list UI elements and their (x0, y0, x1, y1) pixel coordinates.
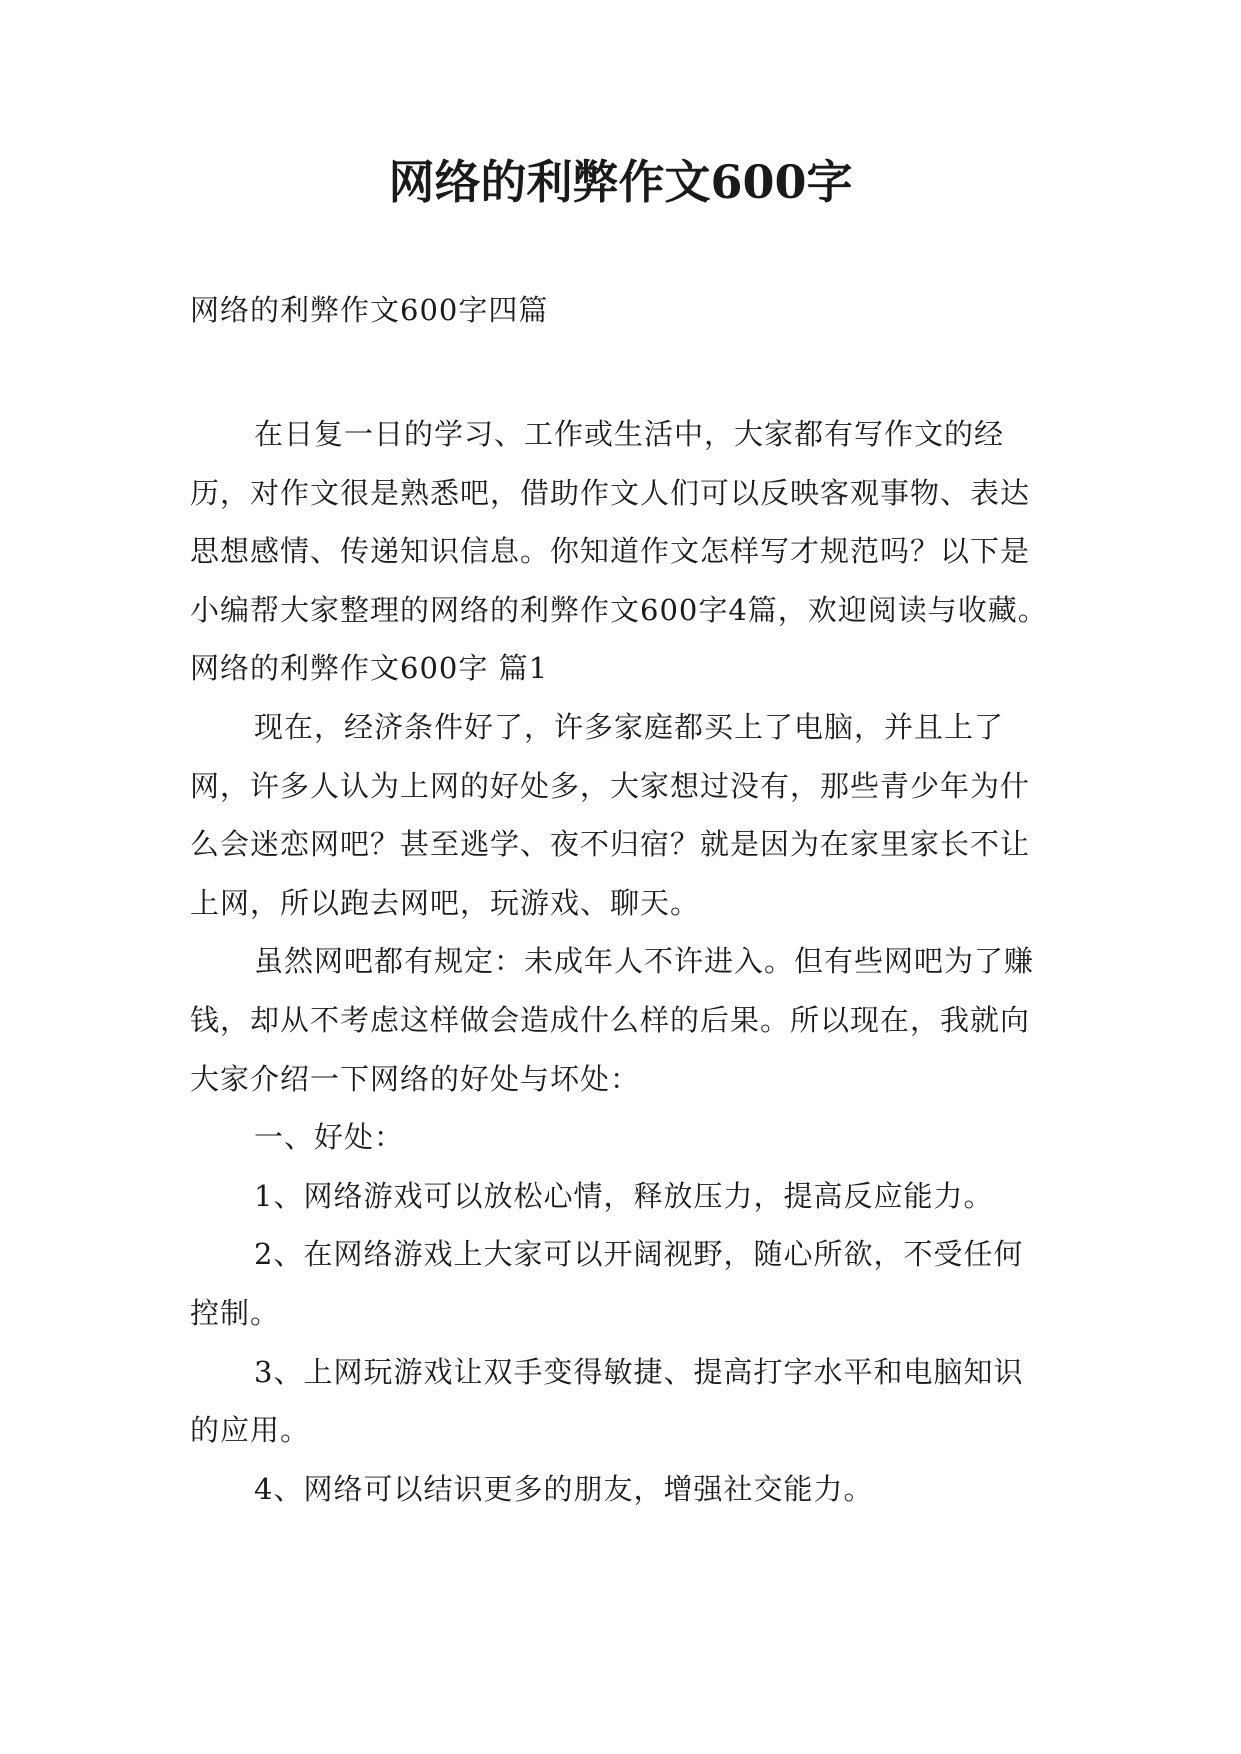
list-item: 3、上网玩游戏让双手变得敏捷、提高打字水平和电脑知识的应用。 (190, 1354, 1024, 1448)
document-title: 网络的利弊作文600字 (388, 155, 853, 209)
list-item: 2、在网络游戏上大家可以开阔视野，随心所欲，不受任何控制。 (190, 1237, 1024, 1330)
document-body (190, 405, 1050, 1518)
intro-paragraph: 在日复一日的学习、工作或生活中，大家都有写作文的经历，对作文很是熟悉吧，借助作文人们可以反映客观事物、表达思想感情、传递知识信息。你知道作文怎样写才规范吗？以下是小编帮大家整理的网络的利弊作文600字4篇，欢迎阅读与收藏。 (190, 417, 1048, 627)
body-paragraph: 虽然网吧都有规定：未成年人不许进入。但有些网吧为了赚钱，却从不考虑这样做会造成什么样的后果。所以现在，我就向大家介绍一下网络的好处与坏处： (190, 944, 1035, 1096)
document-subtitle: 网络的利弊作文600字四篇 (190, 293, 549, 327)
list-item: 1、网络游戏可以放松心情，释放压力，提高反应能力。 (254, 1178, 994, 1213)
section-heading: 网络的利弊作文600字 篇1 (190, 651, 549, 686)
list-heading: 一、好处： (254, 1120, 405, 1155)
body-paragraph: 现在，经济条件好了，许多家庭都买上了电脑，并且上了网，许多人认为上网的好处多，大家想过没有，那些青少年为什么会迷恋网吧？甚至逃学、夜不归宿？就是因为在家里家长不让上网，所以跑去网吧，玩游戏、聊天。 (190, 709, 1031, 920)
list-item: 4、网络可以结识更多的朋友，增强社交能力。 (254, 1471, 874, 1506)
